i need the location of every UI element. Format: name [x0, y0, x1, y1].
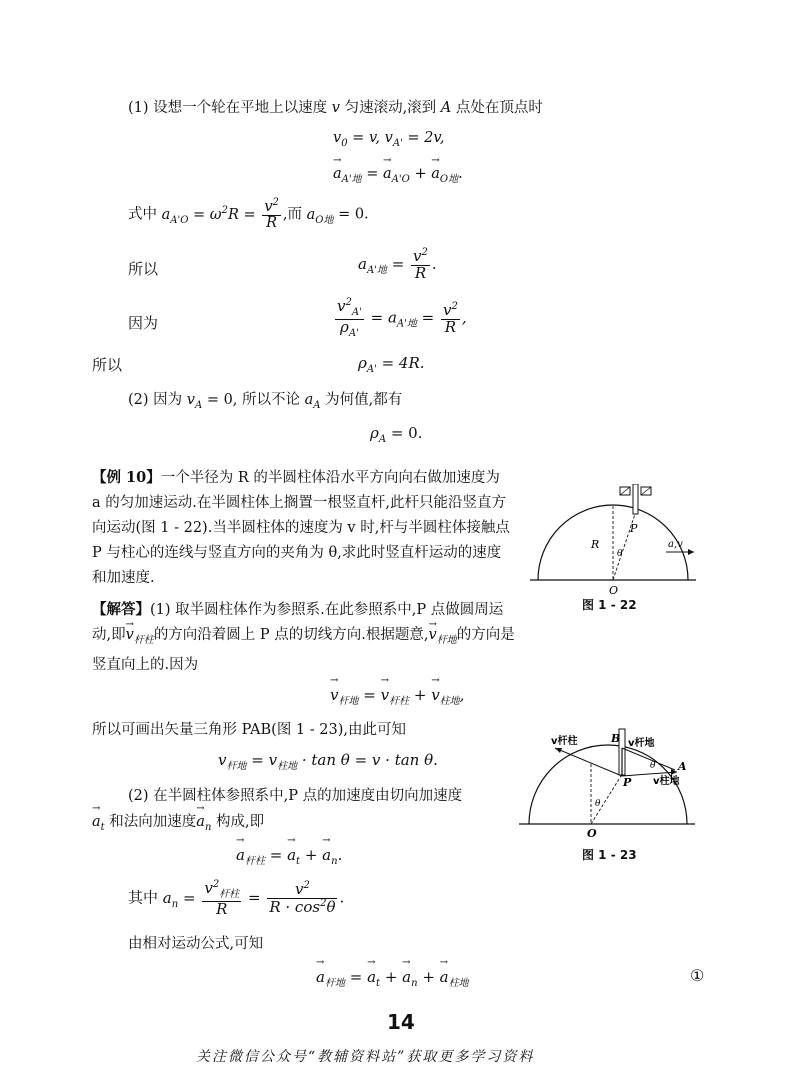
- fig22-label-P: P: [630, 522, 638, 535]
- eq-acc-sum: → $a_{杆柱}$ = → $a_t$ + → $a_n$.: [236, 846, 342, 867]
- part2-acc-line2: → $a_t$ 和法向加速度→ $a_n$ 构成,即: [92, 810, 264, 833]
- fig23-label-theta: θ: [595, 799, 601, 809]
- figure-1-23: [515, 724, 700, 842]
- fig23-caption: 图 1 - 23: [582, 848, 637, 862]
- fig23-v-gan-zhu: [555, 748, 622, 776]
- footer-note: 关注微信公众号“教辅资料站”获取更多学习资料: [196, 1049, 535, 1065]
- eq-velocity-sum: → $v_{杆地}$ = → $v_{杆柱}$ + → $v_{柱地}$,: [330, 686, 464, 707]
- eq1-velocities: $v_0 = v$, $v_{A'} = 2v$,: [333, 130, 445, 149]
- fig23-label-P: P: [623, 776, 632, 789]
- fig22-label-O: O: [609, 584, 619, 597]
- suoyi1-label: 所以: [128, 260, 159, 278]
- eq-tan: $v_{杆地} = v_{柱地} \cdot \tan \theta = v \cdot \tan \theta$.: [218, 751, 438, 772]
- fig23-label-B: B: [611, 732, 621, 745]
- line-shizhong: 式中 $a_{A'O} = \omega^2R$ = $\frac{v^2}{R}$ ,而 $a_{O地} = 0$.: [128, 197, 369, 232]
- eq-a-result: $a_{A'地}$ = $\frac{v^2}{R}$ .: [358, 247, 437, 282]
- eq-rhoA: $\rho_A = 0$.: [370, 424, 423, 445]
- triangle-text: 所以可画出矢量三角形 PAB(图 1 - 23),由此可知: [92, 722, 406, 738]
- answer-paragraph: 【解答】(1) 取半圆柱体作为参照系.在此参照系中,P 点做圆周运动,即→ $v_{杆柱}$的方向沿着圆上 P 点的切线方向.根据题意,→ $v_{杆地}$的方向是竖直向上的.因为: [92, 597, 522, 678]
- fig22-label-theta: θ: [617, 549, 623, 559]
- fig23-triangle-top: [622, 748, 675, 770]
- fig23-label-vganzhu: v杆柱: [551, 736, 578, 747]
- eq2-acceleration: → $a_{A'地}$ = → $a_{A'O}$ + → $a_{O地}$.: [333, 166, 463, 185]
- page-number: 14: [387, 1010, 415, 1034]
- fig23-label-theta-top: θ: [650, 761, 656, 771]
- eq-rho-relation: $\frac{v^2_{A'}}{\rho_{A'}}$ = $a_{A'地}$ = $\frac{v^2}{R}$ ,: [337, 297, 467, 339]
- fig23-label-O: O: [587, 827, 597, 840]
- eq-rho-result: $\rho_{A'} = 4R$.: [358, 354, 425, 375]
- fig22-caption: 图 1 - 22: [582, 598, 637, 612]
- suoyi2-label: 所以: [92, 356, 123, 374]
- part2-acc-line1: (2) 在半圆柱体参照系中,P 点的加速度由切向加速度: [128, 788, 463, 804]
- fig23-label-A: A: [678, 760, 687, 773]
- part1-intro: (1) 设想一个轮在平地上以速度 v 匀速滚动,滚到 A 点处在顶点时: [128, 100, 543, 116]
- figure-1-22: [528, 484, 698, 609]
- relative-text: 由相对运动公式,可知: [128, 936, 264, 952]
- fig22-label-av: a,v: [668, 539, 683, 550]
- fig23-label-vgandi: v杆地: [628, 738, 655, 749]
- fig22-label-R: R: [591, 538, 600, 551]
- fig23-label-vzhudi: v柱地: [653, 776, 680, 787]
- circled-one: ①: [690, 966, 705, 985]
- example-10-text: 【例 10】一个半径为 R 的半圆柱体沿水平方向向右做加速度为 a 的匀加速运动.在半圆柱体上搁置一根竖直杆,此杆只能沿竖直方向运动(图 1 - 22).当半圆柱体的速度为 v 时,杆与半圆柱体接触点 P 与柱心的连线与竖直方向的夹角为 θ,求此时竖直杆运动的速度和加速度.: [92, 469, 510, 586]
- qizhong-line: 其中 $a_n$ = $\frac{v^2_{杆柱}}{R}$ = $\frac{v^2}{R \cdot \cos^2\theta}$ .: [128, 879, 345, 918]
- yinwei-label: 因为: [128, 314, 159, 332]
- fig22-rod: [633, 484, 638, 514]
- eq-final: → $a_{杆地}$ = → $a_t$ + → $a_n$ + → $a_{柱地}$: [316, 968, 469, 989]
- part2-text: (2) 因为 $v_A = 0$, 所以不论 $a_A$ 为何值,都有: [128, 392, 403, 411]
